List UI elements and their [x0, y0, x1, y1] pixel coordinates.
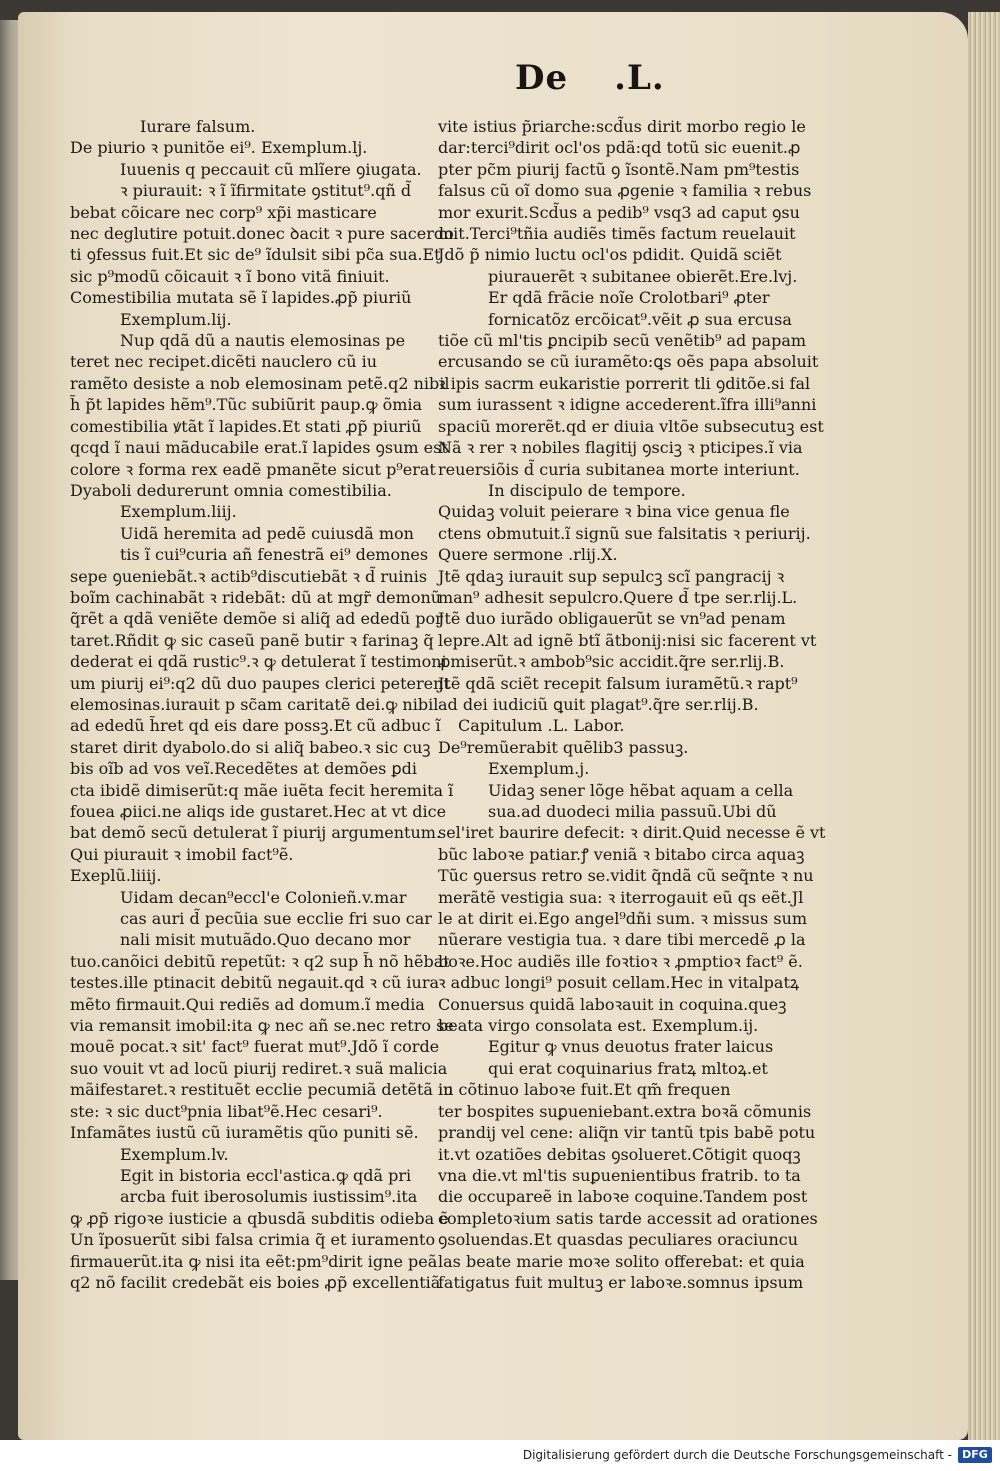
text-line: die occupareẽ in laboꝛe coquine.Tandem post	[438, 1187, 808, 1207]
text-line: staret dirit dyabolo.do si aliq̃ babeo.ꝛ sic cuꝫ	[70, 737, 431, 757]
text-line: De piurio ꝛ punitõe ei⁹. Exemplum.lj.	[70, 138, 368, 158]
text-line: cta ibidẽ dimiserũt:q mãe iuẽta fecit heremita ĩ	[70, 780, 454, 800]
text-line: sua.ad duodeci milia passuũ.Ubi dũ	[488, 802, 777, 821]
text-line: Quidaꝫ voluit peierare ꝛ bina vice genua fle	[438, 502, 790, 522]
header-title: De	[515, 58, 569, 98]
text-line: Exemplum.lv.	[120, 1144, 229, 1164]
text-line: h̃ p̃t lapides hẽm⁹.Tũc subiũrit paup.ꝙ õmia	[70, 395, 423, 415]
text-line: nali misit mutuãdo.Quo decano mor	[120, 930, 411, 950]
text-line: boꝛe.Hoc audiẽs ille foꝛtioꝛ ꝛ ꝓmptioꝛ fact⁹ ẽ.	[438, 951, 803, 971]
text-line: bat demõ secũ detulerat ĩ piurij argumentum.	[70, 823, 442, 843]
text-line: In discipulo de tempore.	[488, 480, 686, 500]
text-line: Exeplũ.liiij.	[70, 866, 162, 886]
text-line: elemosinas.iurauit p sc̃am caritatẽ dei.ꝙ nibil	[70, 694, 439, 714]
text-line: teret nec recipet.dicẽti nauclero cũ iu	[70, 352, 378, 372]
text-line: mẽto firmauit.Qui rediẽs ad domum.ĩ media	[70, 994, 425, 1014]
text-line: um piurij ei⁹:q2 dũ duo paupes clerici peterent	[70, 673, 450, 693]
text-line: Nã ꝛ rer ꝛ nobiles flagitij ꝯsciꝫ ꝛ pticipes.ĩ via	[438, 438, 803, 458]
text-line: ꝛ adbuc longi⁹ posuit cellam.Hec in vitalpatꝝ	[438, 973, 800, 993]
running-header	[515, 58, 665, 98]
text-line: sel'iret baurire defecit: ꝛ dirit.Quid necesse ẽ vt	[438, 823, 826, 843]
text-line: boĩm cachinabãt ꝛ ridebãt: dũ at mgr̃ demonũ	[70, 587, 442, 607]
text-line: in cõtinuo laboꝛe fuit.Et qm̃ frequen	[438, 1080, 731, 1100]
text-line: colore ꝛ forma rex eadẽ pmanẽte sicut p⁹erat	[70, 459, 436, 479]
text-line: Egitur ꝙ vnus deuotus frater laicus	[488, 1037, 774, 1057]
text-line: las beate marie moꝛe solito offerebat: et quia	[438, 1251, 805, 1271]
text-line: firmauerũt.ita ꝙ nisi ita eẽt:pm⁹dirit igne peã	[70, 1251, 438, 1271]
folio-number: .L.	[614, 58, 665, 98]
left-column	[70, 116, 454, 1293]
text-line: mit.Terci⁹tñia audiẽs timẽs factum reuelauit	[438, 224, 796, 244]
text-line: ꝯsoluendas.Et quasdas peculiares oraciuncu	[438, 1230, 799, 1250]
text-line: suo vouit vt ad locũ piurij rediret.ꝛ suã malicia	[70, 1058, 448, 1078]
text-line: vna die.vt ml'tis suꝑuenientibus fratrib. to ta	[438, 1165, 801, 1185]
text-line: fouea ꝓiici.ne aliqs ide gustaret.Hec at vt dice	[70, 802, 447, 821]
text-line: merãtẽ vestigia sua: ꝛ iterrogauit eũ qs eẽt.Jl	[438, 887, 804, 907]
dfg-logo: DFG	[958, 1447, 992, 1463]
text-line: ꝛ piurauit: ꝛ ĩ ĩfirmitate ꝯstitut⁹.qñ d̃	[120, 181, 412, 201]
text-line: Jtẽ qdã sciẽt recepit falsum iuramẽtũ.ꝛ rapt⁹	[438, 673, 798, 693]
text-line: Qui piurauit ꝛ imobil fact⁹ẽ.	[70, 844, 294, 864]
text-line: sic p⁹modũ cõicauit ꝛ ĩ bono vitã finiuit.	[70, 266, 390, 286]
text-line: ter bospites suꝑueniebant.extra boꝛã cõmunis	[438, 1101, 812, 1121]
text-line: reuersiõis d̃ curia subitanea morte interiunt.	[438, 459, 800, 479]
text-line: lepre.Alt ad ignẽ btĩ ãtbonij:nisi sic facerent vt	[438, 630, 817, 650]
text-line: ꝓmiserũt.ꝛ ambob⁹sic accidit.q̃re ser.rlij.B.	[438, 652, 785, 672]
text-line: Exemplum.j.	[488, 759, 590, 779]
text-line: vite istius p̃riarche:scd̃us dirit morbo regio le	[438, 117, 806, 136]
text-line: man⁹ adhesit sepulcro.Quere d̃ tpe ser.rlij.L.	[438, 587, 798, 607]
text-line: Er qdã frãcie noĩe Crolotbari⁹ ꝓter	[488, 288, 770, 308]
text-line: tis ĩ cui⁹curia añ fenestrã ei⁹ demones	[120, 545, 429, 565]
text-line: sum iurassent ꝛ idigne accederent.ĩfra illi⁹anni	[438, 395, 817, 415]
text-line: Conuersus quidã laboꝛauit in coquina.queꝫ	[438, 994, 787, 1014]
text-line: ctens obmutuit.ĩ signũ sue falsitatis ꝛ periurij.	[438, 523, 811, 543]
text-line: ad dei iudiciũ ꝗuit plagat⁹.q̃re ser.rlij.B.	[438, 694, 759, 714]
text-line: qui erat coquinarius fratꝝ mltoꝝ.et	[488, 1058, 768, 1078]
text-line: De⁹remũerabit quẽlib3 passuꝫ.	[438, 737, 689, 757]
text-line: arcba fuit iberosolumis iustissim⁹.ita	[120, 1187, 418, 1207]
text-line: Egit in bistoria eccl'astica.ꝙ qdã pri	[120, 1165, 412, 1185]
page-edges	[968, 12, 1000, 1440]
text-line: ramẽto desiste a nob elemosinam petẽ.q2 nibil	[70, 373, 450, 393]
text-line: Comestibilia mutata sẽ ĩ lapides.ꝓp̃ piuriũ	[70, 288, 412, 308]
text-line: testes.ille ptinacit debitũ negauit.qd ꝛ cũ iura	[70, 973, 440, 993]
text-line: comestibilia ꝟtãt ĩ lapides.Et stati ꝓp̃ piuriũ	[70, 416, 422, 436]
text-line: Dyaboli dedurerunt omnia comestibilia.	[70, 480, 392, 500]
text-line: Capitulum .L. Labor.	[458, 716, 625, 736]
text-line: qcqd ĩ naui mãducabile erat.ĩ lapides ꝯsum est	[70, 438, 448, 458]
text-line: nec deglutire potuit.donec ꝺacit ꝛ pure sacerdo	[70, 224, 454, 244]
text-line: spaciũ morerẽt.qd er diuia vltõe subsecutuꝫ est	[438, 416, 824, 436]
funding-credit: Digitalisierung gefördert durch die Deutsche Forschungsgemeinschaft -	[522, 1448, 952, 1462]
text-line: fatigatus fuit multuꝫ er laboꝛe.somnus ipsum	[438, 1272, 804, 1292]
text-line: Iuuenis q peccauit cũ mlĩere ꝯiugata.	[120, 159, 422, 179]
text-line: tiõe cũ ml'tis ꝑncipib secũ venẽtib⁹ ad papam	[438, 331, 807, 351]
text-line: Uidaꝫ sener lõge hẽbat aquam a cella	[488, 780, 794, 800]
text-line: Exemplum.lij.	[120, 309, 232, 329]
text-line: falsus cũ oĩ domo sua ꝓgenie ꝛ familia ꝛ rebus	[438, 181, 812, 201]
text-line: Nup qdã dũ a nautis elemosinas pe	[120, 331, 406, 351]
text-line: Quere sermone .rlij.X.	[438, 545, 618, 565]
text-line: Exemplum.liij.	[120, 502, 237, 522]
text-line: pter pc̃m piurij factũ ꝯ ĩsontẽ.Nam pm⁹testis	[438, 159, 800, 179]
text-line: sepe ꝯueniebãt.ꝛ actib⁹discutiebãt ꝛ d̃ ruinis	[70, 566, 428, 586]
text-line: ad ededũ h̃ret qd eis dare possꝫ.Et cũ adbuc ĩ	[70, 716, 441, 736]
text-line: Infamãtes iustũ cũ iuramẽtis qũo puniti sẽ.	[70, 1123, 419, 1143]
text-line: mãifestaret.ꝛ restituẽt ecclie pecumiã detẽtã iu	[70, 1080, 454, 1100]
text-line: Iurare falsum.	[140, 117, 256, 136]
text-line: mor exurit.Scd̃us a pedib⁹ vsq3 ad caput ꝯsu	[438, 202, 800, 222]
footer-bar	[0, 1440, 1000, 1471]
text-line: cas auri d̃ pecũia sue ecclie fri suo car	[120, 909, 432, 929]
text-line: Tũc ꝯuersus retro se.vidit q̃ndã cũ seq̃nte ꝛ nu	[438, 866, 814, 886]
text-line: ercusando se cũ iuramẽto:ꝗs oẽs papa absoluit	[438, 352, 819, 372]
text-line: it.vt ozatiões debitas ꝯsolueret.Cõtigit quoqꝫ	[438, 1144, 801, 1164]
text-line: beata virgo consolata est. Exemplum.ij.	[438, 1016, 759, 1036]
text-line: Un ĩposuerũt sibi falsa crimia q̃ et iuramento	[70, 1230, 436, 1250]
text-line: ti ꝯfessus fuit.Et sic de⁹ ĩdulsit sibi pc̃a sua.Et	[70, 245, 441, 265]
text-line: ste: ꝛ sic duct⁹pnia libat⁹ẽ.Hec cesari⁹.	[70, 1101, 383, 1121]
text-line: dederat ei qdã rustic⁹.ꝛ ꝙ detulerat ĩ testimoni	[70, 652, 447, 672]
text-line: ꝙ ꝓp̃ rigoꝛe iusticie a qbusdã subditis odieba ẽ	[70, 1208, 449, 1228]
text-line: le at dirit ei.Ego angel⁹dñi sum. ꝛ missus sum	[438, 909, 808, 929]
text-line: bebat cõicare nec corp⁹ xp̃i masticare	[70, 202, 377, 222]
text-line: mouẽ pocat.ꝛ sit' fact⁹ fuerat mut⁹.Jdõ ĩ corde	[70, 1037, 440, 1057]
text-line: tuo.canõici debitũ repetũt: ꝛ q2 sup h̃ nõ hẽbat	[70, 951, 450, 971]
text-line: Uidã heremita ad pedẽ cuiusdã mon	[120, 523, 414, 543]
text-line: piurauerẽt ꝛ subitanee obierẽt.Ere.lvj.	[488, 266, 798, 286]
text-line: Uidam decan⁹eccl'e Colonieñ.v.mar	[120, 887, 407, 907]
text-line: Jdõ p̃ nimio luctu ocl'os pdidit. Quidã sciẽt	[438, 245, 782, 265]
right-column	[438, 116, 826, 1293]
text-line: taret.Rñdit ꝙ sic caseũ panẽ butir ꝛ farinaꝫ q̃	[70, 630, 434, 650]
text-line: nũerare vestigia tua. ꝛ dare tibi mercedẽ ꝓ la	[438, 930, 806, 950]
text-line: q̃rẽt a qdã veniẽte demõe si aliq̃ ad ededũ por	[70, 609, 443, 629]
text-line: fornicatõz ercõicat⁹.vẽit ꝓ sua ercusa	[488, 309, 792, 329]
text-line: bũc laboꝛe patiar.ꝭ veniã ꝛ bitabo circa aquaꝫ	[438, 844, 805, 864]
text-line: prandij vel cene: aliq̃n vir tantũ tpis babẽ potu	[438, 1123, 816, 1143]
text-line: completoꝛium satis tarde accessit ad orationes	[438, 1208, 818, 1228]
text-line: dar:terci⁹dirit ocl'os pdã:qd totũ sic euenit.ꝓ	[438, 138, 801, 158]
text-line: ꝛ ipis sacrm eukaristie porrerit tli ꝯditõe.si fal	[438, 373, 811, 393]
text-line: via remansit imobil:ita ꝙ nec añ se.nec retro se	[70, 1016, 454, 1036]
text-line: q2 nõ facilit credebãt eis boies ꝓp̃ excellentiã	[70, 1272, 441, 1292]
text-line: Jtẽ qdaꝫ iurauit sup sepulcꝫ scĩ pangracij ꝛ	[438, 566, 785, 586]
text-line: bis oĩb ad vos veĩ.Recedẽtes at demões ꝑdi	[70, 759, 417, 779]
text-line: Jtẽ duo iurãdo obligauerũt se vn⁹ad penam	[438, 609, 786, 629]
